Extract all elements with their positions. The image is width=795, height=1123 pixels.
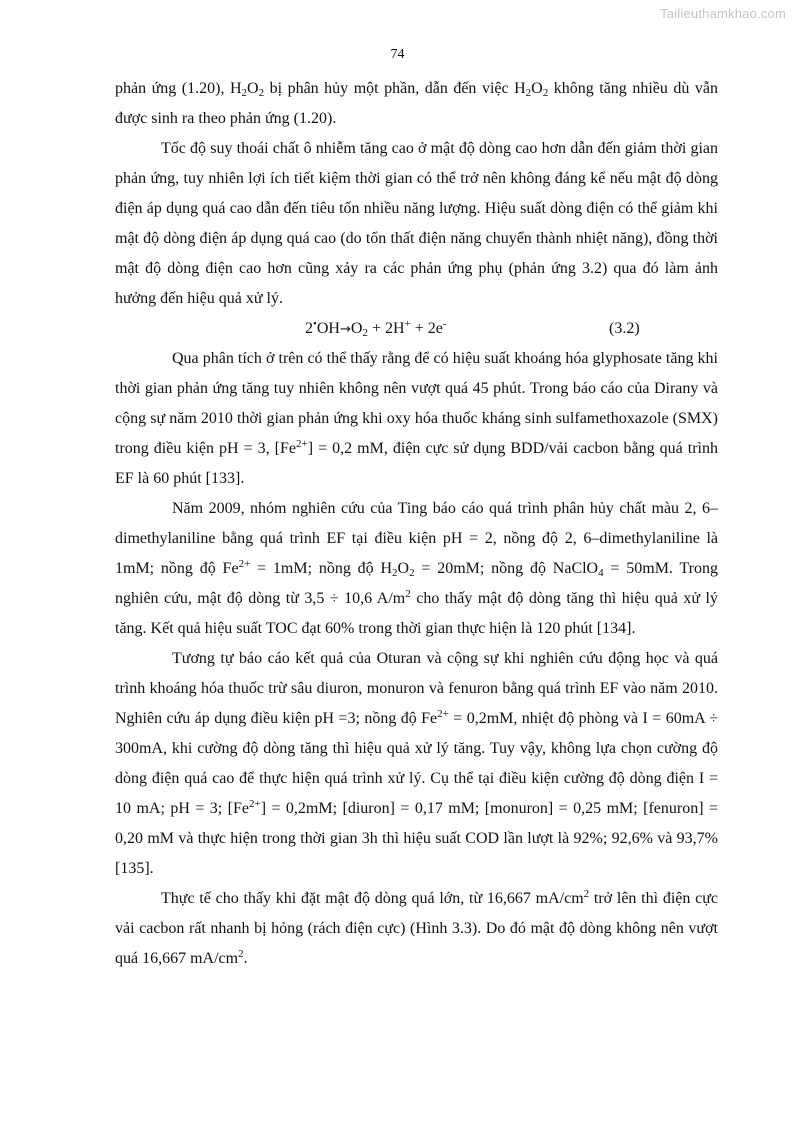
paragraph-3: Qua phân tích ở trên có thể thấy rằng để có hiệu suất khoáng hóa glyphosate tăng khi thời gian phản ứng tăng tuy nhiên không nên vượt quá 45 phút. Trong báo cáo của Dirany và cộng sự năm 2010 thời gian phản ứng khi oxy hóa thuốc kháng sinh sulfamethoxazole (SMX) trong điều kiện pH = 3, $[Fe^{2+}] = 0,2$ mM, điện cực sử dụng BDD/vải cacbon bằng quá trình EF là 60 phút [133].: [115, 350, 719, 487]
arrow-icon: →: [339, 322, 351, 337]
paragraph-5: Tương tự báo cáo kết quả của Oturan và cộng sự khi nghiên cứu động học và quá trình khoáng hóa thuốc trừ sâu diuron, monuron và fenuron bằng quá trình EF vào năm 2010. Nghiên cứu áp dụng điều kiện pH =3; nồng độ $Fe^{2+} = 0,2mM$, nhiệt độ phòng và I = 60mA ÷ 300mA, khi cường độ dòng tăng thì hiệu quả xử lý tăng. Tuy vậy, không lựa chọn cường độ dòng điện quá cao để thực hiện quá trình xử lý. Cụ thể tại điều kiện cường độ dòng điện I = 10 mA; pH = 3; $[Fe^{2+}] = 0,2mM$; [diuron] = 0,17 mM; [monuron] = 0,25 mM; [fenuron] = 0,20 mM và thực hiện trong thời gian 3h thì hiệu suất COD lần lượt là 92%; 92,6% và 93,7% [135].: [115, 650, 719, 877]
paragraph-6: Thực tế cho thấy khi đặt mật độ dòng quá lớn, từ 16,667 $mA/cm^2$ trở lên thì điện cực vải cacbon rất nhanh bị hỏng (rách điện cực) (Hình 3.3). Do đó mật độ dòng không nên vượt quá 16,667 $mA/cm^2$.: [115, 888, 719, 967]
document-body: [115, 74, 718, 974]
watermark: Tailieuthamkhao.com: [660, 6, 786, 21]
equation-3-2: [115, 314, 718, 344]
paragraph-2: Tốc độ suy thoái chất ô nhiễm tăng cao ở mật độ dòng cao hơn dẫn đến giảm thời gian phản ứng, tuy nhiên lợi ích tiết kiệm thời gian có thể trở nên không đáng kể nếu mật độ dòng điện áp dụng quá cao dẫn đến tiêu tốn nhiều năng lượng. Hiệu suất dòng điện có thể giảm khi mật độ dòng điện áp dụng quá cao (do tổn thất điện năng chuyển thành nhiệt năng), đồng thời mật độ dòng điện cao hơn cũng xảy ra các phản ứng phụ (phản ứng 3.2) qua đó làm ảnh hưởng đến hiệu quả xử lý.: [115, 140, 718, 307]
page-number: 74: [390, 47, 405, 62]
equation-number: (3.2): [609, 320, 640, 337]
paragraph-1: phản ứng (1.20), $H_2O_2$ bị phân hủy một phần, dẫn đến việc $H_2O_2$ không tăng nhiều dù vẫn được sinh ra theo phản ứng (1.20).: [115, 80, 718, 127]
paragraph-4: Năm 2009, nhóm nghiên cứu của Ting báo cáo quá trình phân hủy chất màu 2, 6–dimethylaniline bằng quá trình EF tại điều kiện pH = 2, nồng độ 2, 6–dimethylaniline là 1mM; nồng độ $Fe^{2+} = 1mM$; nồng độ $H_2O_2 = 20mM$; nồng độ NaClO$_4$ = 50mM. Trong nghiên cứu, mật độ dòng từ 3,5 ÷ 10,6 $A/m^2$ cho thấy mật độ dòng tăng thì hiệu quả xử lý tăng. Kết quả hiệu suất TOC đạt 60% trong thời gian thực hiện là 120 phút [134].: [115, 500, 719, 637]
equation-formula: $2^•OH\to O_2 + 2H^+ + 2e^-$: [305, 318, 447, 339]
